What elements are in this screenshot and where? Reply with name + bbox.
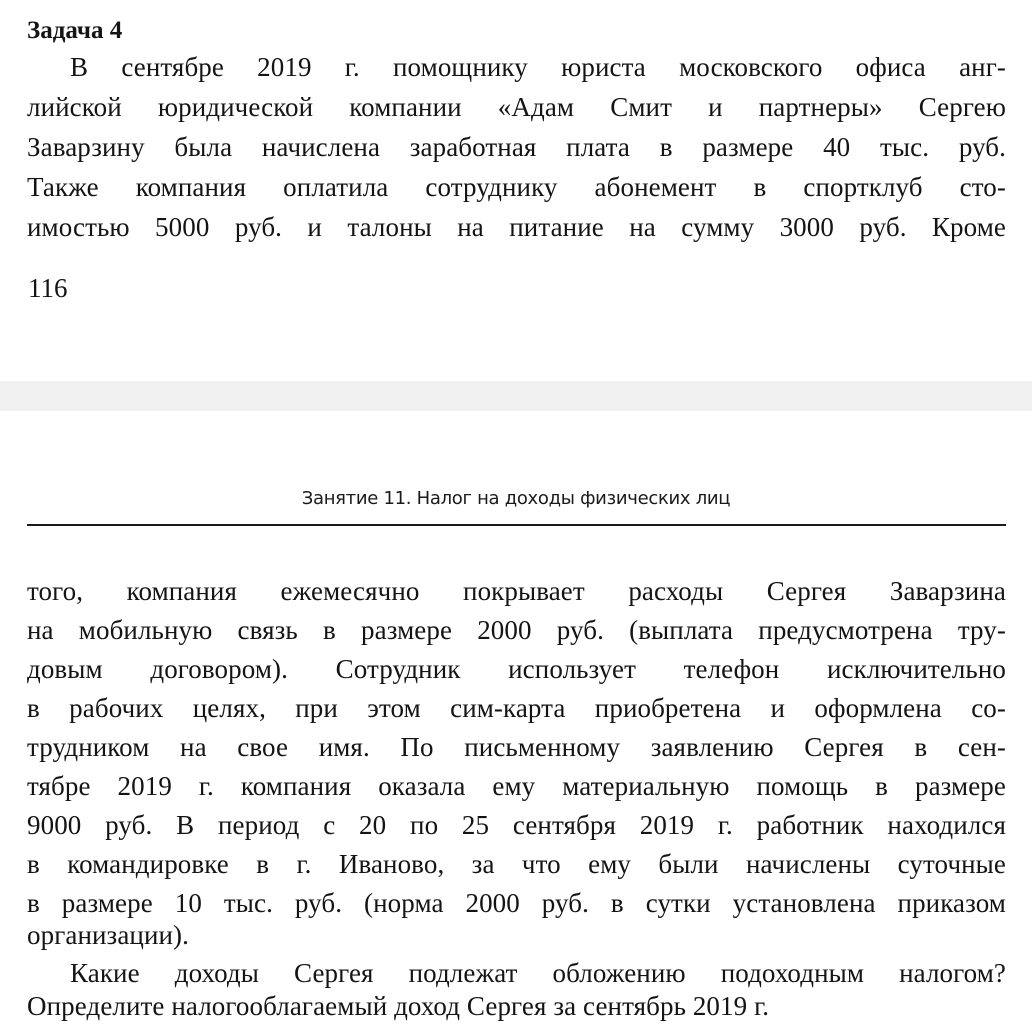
- paragraph-line: Также компания оплатила сотруднику абонемент в спортклуб сто-: [27, 172, 1006, 202]
- paragraph-line: в размере 10 тыс. руб. (норма 2000 руб. в сутки установлена приказом: [27, 888, 1006, 918]
- paragraph-line: имостью 5000 руб. и талоны на питание на сумму 3000 руб. Кроме: [27, 212, 1006, 242]
- header-rule: [27, 524, 1006, 526]
- paragraph-line: трудником на свое имя. По письменному заявлению Сергея в сен-: [27, 732, 1006, 762]
- paragraph-line: Заварзину была начислена заработная плата в размере 40 тыс. руб.: [27, 132, 1006, 162]
- paragraph-line: в командировке в г. Иваново, за что ему были начислены суточные: [27, 849, 1006, 879]
- paragraph-line: на мобильную связь в размере 2000 руб. (выплата предусмотрена тру-: [27, 615, 1006, 645]
- paragraph-line: В сентябре 2019 г. помощнику юриста московского офиса анг-: [70, 52, 1006, 82]
- question-line: Определите налогооблагаемый доход Сергея за сентябрь 2019 г.: [27, 991, 770, 1021]
- paragraph-line: в рабочих целях, при этом сим-карта приобретена и оформлена со-: [27, 693, 1006, 723]
- page-number: 116: [28, 273, 68, 303]
- paragraph-line: организации).: [27, 920, 189, 950]
- page-separator: [0, 381, 1032, 411]
- question-line: Какие доходы Сергея подлежат обложению подоходным налогом?: [70, 958, 1006, 988]
- paragraph-line: 9000 руб. В период с 20 по 25 сентября 2019 г. работник находился: [27, 810, 1006, 840]
- paragraph-line: тябре 2019 г. компания оказала ему материальную помощь в размере: [27, 771, 1006, 801]
- paragraph-line: лийской юридической компании «Адам Смит и партнеры» Сергею: [27, 92, 1006, 122]
- paragraph-line: того, компания ежемесячно покрывает расходы Сергея Заварзина: [27, 576, 1006, 606]
- running-header: Занятие 11. Налог на доходы физических лиц: [301, 488, 731, 509]
- paragraph-line: довым договором). Сотрудник использует телефон исключительно: [27, 654, 1006, 684]
- task-title: Задача 4: [27, 17, 123, 44]
